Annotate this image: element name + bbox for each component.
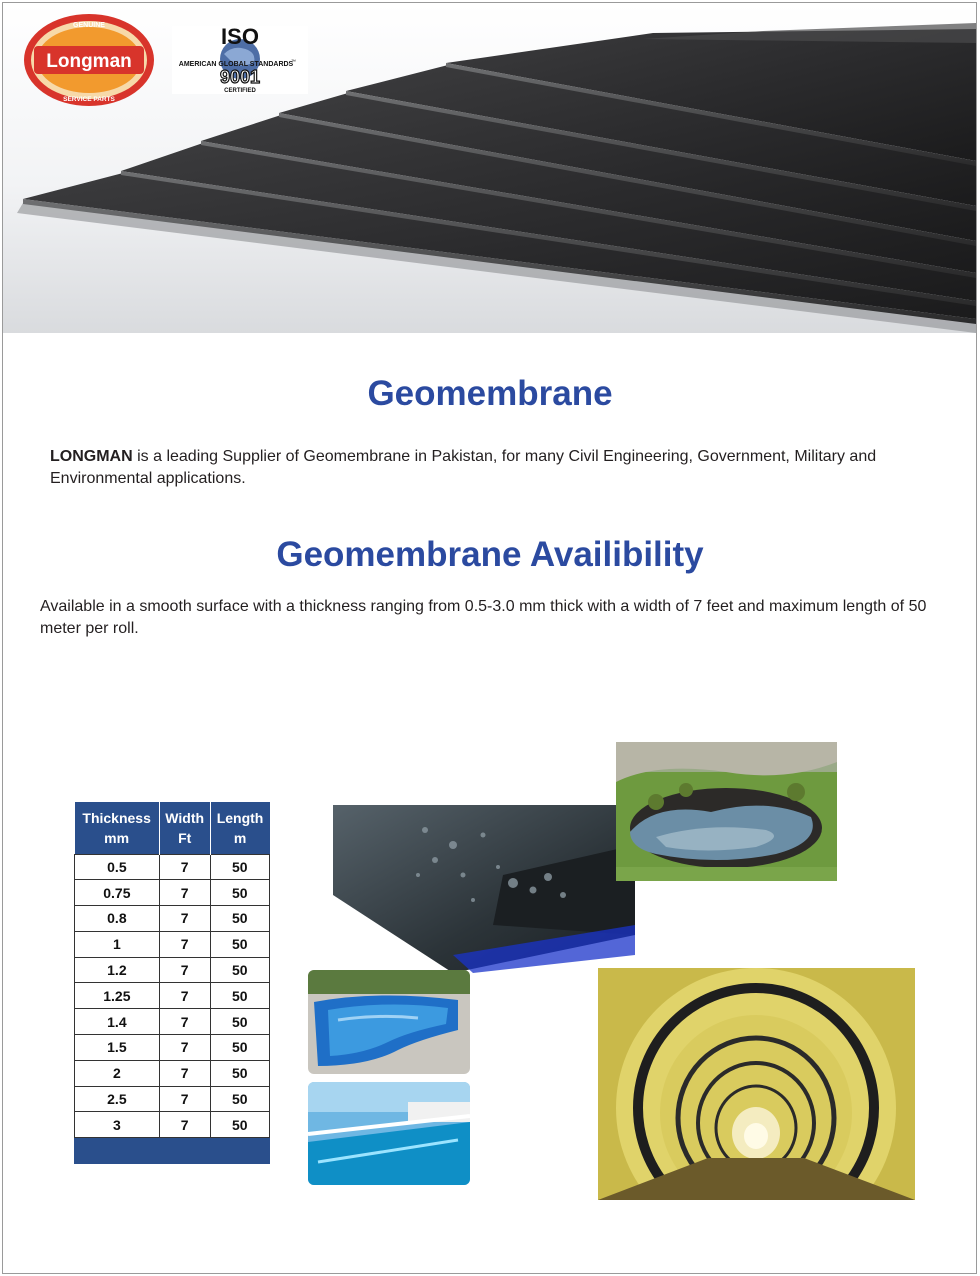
header-length: Length m [210, 802, 269, 854]
intro-text: is a leading Supplier of Geomembrane in Pakistan, for many Civil Engineering, Government, Military and Environmental applications. [50, 448, 877, 487]
cell-width: 7 [159, 1086, 210, 1112]
page-title: Geomembrane [367, 374, 613, 413]
specifications-table [74, 802, 270, 1164]
intro-brand: LONGMAN [50, 448, 133, 465]
cell-length: 50 [210, 1086, 269, 1112]
cell-thickness: 1.4 [75, 1009, 160, 1035]
cell-thickness: 2.5 [75, 1086, 160, 1112]
cell-length: 50 [210, 854, 269, 880]
cell-length: 50 [210, 1060, 269, 1086]
cell-thickness: 3 [75, 1112, 160, 1138]
longman-logo [22, 12, 156, 108]
table-header-row [75, 802, 270, 854]
cell-length: 50 [210, 1035, 269, 1061]
cell-length: 50 [210, 957, 269, 983]
table-footer-row [75, 1138, 270, 1164]
cell-length: 50 [210, 1112, 269, 1138]
table-row [75, 854, 270, 880]
cell-width: 7 [159, 983, 210, 1009]
table-row [75, 931, 270, 957]
cell-width: 7 [159, 880, 210, 906]
table-row [75, 880, 270, 906]
cell-width: 7 [159, 854, 210, 880]
cell-length: 50 [210, 983, 269, 1009]
cell-thickness: 1.25 [75, 983, 160, 1009]
cell-length: 50 [210, 931, 269, 957]
table-row [75, 957, 270, 983]
iso-standard-text: 9001 [219, 67, 261, 87]
iso-text: ISO [221, 26, 259, 49]
cell-length: 50 [210, 1009, 269, 1035]
availability-title: Geomembrane Availibility [276, 535, 704, 574]
table-row [75, 1086, 270, 1112]
cell-thickness: 0.5 [75, 854, 160, 880]
cell-width: 7 [159, 931, 210, 957]
iso-9001-badge [172, 26, 308, 94]
header-width: Width Ft [159, 802, 210, 854]
logo-ring-bottom: SERVICE PARTS [63, 96, 115, 103]
photo-tunnel-liner [598, 968, 915, 1200]
cell-thickness: 0.8 [75, 906, 160, 932]
photo-infinity-pool [308, 1082, 470, 1185]
table-row [75, 1060, 270, 1086]
cell-thickness: 1.5 [75, 1035, 160, 1061]
table-row [75, 1035, 270, 1061]
cell-width: 7 [159, 1009, 210, 1035]
iso-tm: ™ [291, 59, 296, 65]
cell-width: 7 [159, 957, 210, 983]
iso-certified-text: CERTIFIED [224, 88, 256, 94]
logo-ring-top: GENUINE [73, 22, 105, 29]
cell-length: 50 [210, 906, 269, 932]
cell-thickness: 1.2 [75, 957, 160, 983]
cell-length: 50 [210, 880, 269, 906]
logo-brand-text: Longman [46, 51, 132, 72]
table-row [75, 1112, 270, 1138]
cell-width: 7 [159, 1112, 210, 1138]
iso-org-text: AMERICAN GLOBAL STANDARDS [178, 61, 294, 68]
table-row [75, 1009, 270, 1035]
cell-thickness: 0.75 [75, 880, 160, 906]
cell-width: 7 [159, 1060, 210, 1086]
table-row [75, 906, 270, 932]
availability-paragraph: Available in a smooth surface with a thickness ranging from 0.5-3.0 mm thick with a width of 7 feet and maximum length of 50 meter per roll. [40, 598, 927, 637]
cell-thickness: 1 [75, 931, 160, 957]
cell-width: 7 [159, 1035, 210, 1061]
table-row [75, 983, 270, 1009]
photo-geomembrane-sheet-droplets [333, 805, 635, 973]
cell-width: 7 [159, 906, 210, 932]
photo-garden-pond-liner [616, 742, 837, 881]
cell-thickness: 2 [75, 1060, 160, 1086]
header-thickness: Thickness mm [75, 802, 160, 854]
photo-swimming-pool [308, 970, 470, 1074]
intro-paragraph [50, 446, 950, 490]
